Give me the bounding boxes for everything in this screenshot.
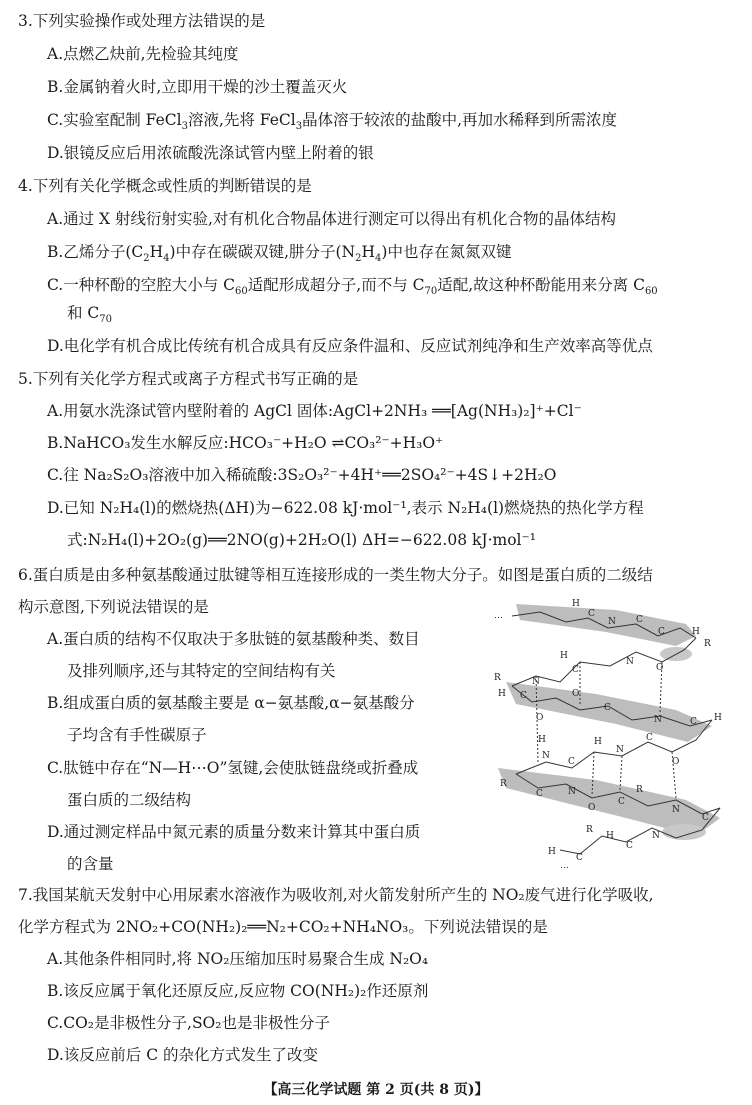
label-n-2: N [626,657,634,667]
q4-b-h: H [149,243,164,261]
label-n-7: N [568,787,576,797]
label-h-1: H [572,599,580,609]
sub: 70 [424,286,438,298]
q3-c-pre: C.实验室配制 FeCl [47,111,182,129]
label-c-3: C [658,627,665,637]
q7-option-b: B.该反应属于氧化还原反应,反应物 CO(NH₂)₂作还原剂 [47,982,429,1000]
page-footer: 【高三化学试题 第 2 页(共 8 页)】 [263,1082,489,1098]
q6-option-c-cont: 蛋白质的二级结构 [67,791,192,809]
q4-b-post: )中也存在氮氮双键 [381,243,512,261]
hbond-4 [620,756,622,790]
label-h-7: H [594,737,602,747]
q4-c2-pre: 和 C [67,304,100,322]
label-c-6: C [604,703,611,713]
label-c-13: C [626,841,633,851]
label-h-6: H [538,735,546,745]
label-h-2: H [692,627,700,637]
sub: 2 [143,253,150,265]
q4-option-d: D.电化学有机合成比传统有机合成具有反应条件温和、反应试剂纯净和生产效率高等优点 [47,337,653,355]
sub: 60 [644,286,658,298]
q7-stem-line1: 7.我国某航天发射中心用尿素水溶液作为吸收剂,对火箭发射所产生的 NO₂废气进行化学吸收, [18,886,654,904]
label-r-4: R [636,785,643,795]
q4-option-c [47,275,658,298]
label-o-1: O [656,663,664,673]
q3-c-post: 晶体溶于较浓的盐酸中,再加水稀释到所需浓度 [302,111,618,129]
helix-ribbon-1 [516,604,696,646]
label-c-14: C [576,853,583,863]
label-r-2: R [494,673,501,683]
label-n-4: N [654,715,662,725]
q7-stem-line2: 化学方程式为 2NO₂+CO(NH₂)₂══N₂+CO₂+NH₄NO₃。下列说法错误的是 [18,918,548,936]
q7-option-d: D.该反应前后 C 的杂化方式发生了改变 [47,1046,319,1064]
q4-c-mid2: 适配,故这种杯酚能用来分离 C [437,276,645,294]
q4-stem: 4.下列有关化学概念或性质的判断错误的是 [18,177,312,195]
label-dots-top: ⋯ [494,613,503,623]
q3-option-a: A.点燃乙炔前,先检验其纯度 [47,45,239,63]
label-c-9: C [646,733,653,743]
label-h-8: H [606,831,614,841]
q6-stem-line1: 6.蛋白质是由多种氨基酸通过肽键等相互连接形成的一类生物大分子。如图是蛋白质的二级结 [18,566,653,584]
protein-helix-svg [476,592,740,874]
label-c-11: C [618,797,625,807]
q6-option-d: D.通过测定样品中氮元素的质量分数来计算其中蛋白质 [47,823,421,841]
q6-option-b: B.组成蛋白质的氨基酸主要是 α−氨基酸,α−氨基酸分 [47,694,415,712]
label-o-2: O [572,689,580,699]
sub: 3 [181,121,188,133]
sub: 3 [295,121,303,133]
q6-option-a-cont: 及排列顺序,还与其特定的空间结构有关 [67,662,336,680]
sub: 60 [235,286,248,298]
label-o-3: O [536,713,544,723]
label-c-1: C [588,609,595,619]
label-n-5: N [542,751,550,761]
label-c-12: C [702,813,709,823]
q5-option-a: A.用氨水洗涤试管内壁附着的 AgCl 固体:AgCl+2NH₃ ══[Ag(NH₃)₂]⁺+Cl⁻ [47,402,582,420]
label-o-4: O [672,757,680,767]
q4-option-a: A.通过 X 射线衍射实验,对有机化合物晶体进行测定可以得出有机化合物的晶体结构 [47,210,616,228]
q6-option-a: A.蛋白质的结构不仅取决于多肽链的氨基酸种类、数目 [47,630,420,648]
label-h-9: H [548,847,556,857]
helix-ellipse-2 [662,824,706,840]
label-h-4: H [498,689,506,699]
sub: 70 [99,314,113,326]
label-c-8: C [568,757,575,767]
q4-b-h2: H [361,243,376,261]
label-h-3: H [560,651,568,661]
q4-b-pre: B.乙烯分子(C [47,243,144,261]
label-n-1: N [608,617,616,627]
q7-option-c: C.CO₂是非极性分子,SO₂也是非极性分子 [47,1014,330,1032]
q5-option-b: B.NaHCO₃发生水解反应:HCO₃⁻+H₂O ⇌CO₃²⁻+H₃O⁺ [47,434,444,452]
label-dots-bottom: ⋯ [560,863,569,873]
sub: 4 [375,253,382,265]
label-c-10: C [536,789,543,799]
label-c-5: C [520,691,527,701]
label-c-7: C [690,717,697,727]
label-c-2: C [636,615,643,625]
q4-option-c-cont [67,303,113,326]
q3-option-d: D.银镜反应后用浓硫酸洗涤试管内壁上附着的银 [47,144,374,162]
q6-stem-line2: 构示意图,下列说法错误的是 [18,598,209,616]
q4-option-b [47,242,512,265]
label-r-3: R [500,779,507,789]
sub: 2 [355,253,362,265]
q5-option-d: D.已知 N₂H₄(l)的燃烧热(ΔH)为−622.08 kJ·mol⁻¹,表示 N₂H₄(l)燃烧热的热化学方程 [47,499,644,517]
q3-c-mid: 溶液,先将 FeCl [187,111,296,129]
label-r-1: R [704,639,711,649]
q6-option-d-cont: 的含量 [67,855,114,873]
q4-c-mid: 适配形成超分子,而不与 C [247,276,425,294]
q4-c-pre: C.一种杯酚的空腔大小与 C [47,276,236,294]
label-n-9: N [652,831,660,841]
q3-stem: 3.下列实验操作或处理方法错误的是 [18,12,266,30]
q6-option-b-cont: 子均含有手性碳原子 [67,726,207,744]
label-n-3: N [532,677,540,687]
protein-helix-figure [476,592,740,874]
label-h-5: H [714,713,722,723]
label-r-5: R [586,825,593,835]
q5-stem: 5.下列有关化学方程式或离子方程式书写正确的是 [18,370,359,388]
q3-option-b: B.金属钠着火时,立即用干燥的沙土覆盖灭火 [47,78,348,96]
q5-option-c: C.往 Na₂S₂O₃溶液中加入稀硫酸:3S₂O₃²⁻+4H⁺══2SO₄²⁻+4S↓+2H₂O [47,466,557,484]
q6-option-c: C.肽链中存在“N—H⋯O”氢键,会使肽链盘绕或折叠成 [47,759,419,777]
label-o-5: O [588,803,596,813]
q7-option-a: A.其他条件相同时,将 NO₂压缩加压时易聚合生成 N₂O₄ [47,950,429,968]
label-n-8: N [672,805,680,815]
q5-option-d-cont: 式:N₂H₄(l)+2O₂(g)══2NO(g)+2H₂O(l) ΔH=−622.08 kJ·mol⁻¹ [67,531,536,549]
sub: 4 [163,253,170,265]
label-n-6: N [616,745,624,755]
q4-b-mid: )中存在碳碳双键,肼分子(N [169,243,356,261]
q3-option-c [47,110,618,133]
label-c-4: C [572,665,579,675]
